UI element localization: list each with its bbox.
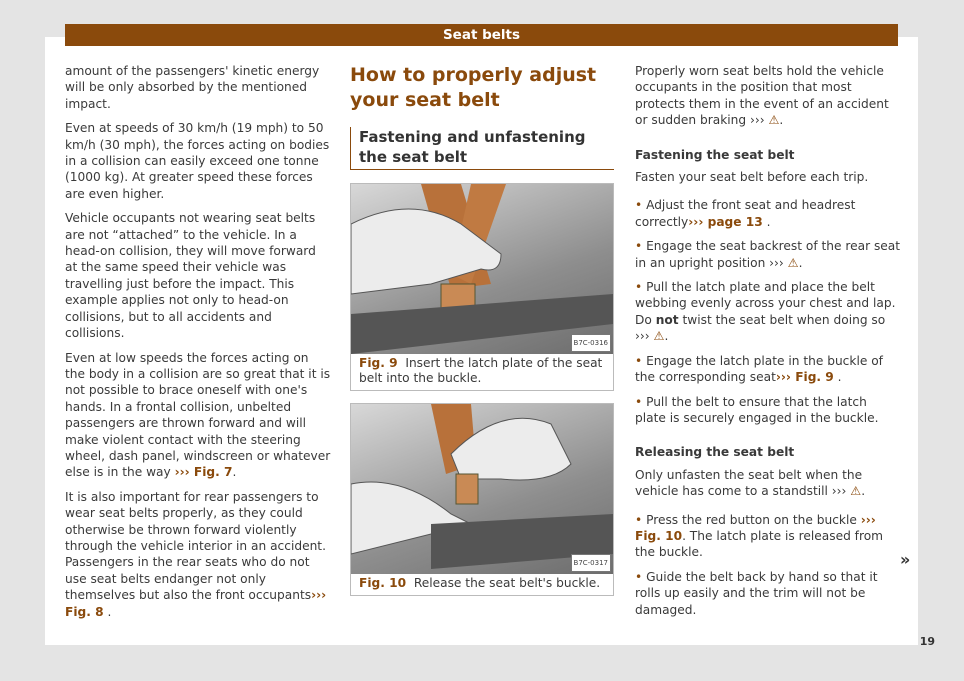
seat-belt-release-image (351, 404, 613, 574)
fastening-heading: Fastening the seat belt (635, 147, 795, 162)
column-middle (350, 63, 614, 608)
text: Engage the seat backrest of the rear seat in an upright position (635, 239, 901, 270)
bullet-icon: • (635, 353, 643, 368)
list-item (635, 394, 901, 427)
page-number: 19 (919, 635, 935, 648)
text: twist the seat belt when doing so (678, 312, 886, 327)
arrow: ››› (831, 484, 847, 499)
section-header: Seat belts (65, 24, 898, 46)
illustration (351, 184, 613, 354)
text: Properly worn seat belts hold the vehicle occupants in the position that most protects them in the event of an accident or sudden braking (635, 64, 889, 128)
paragraph: Vehicle occupants not wearing seat belts are not “attached” to the vehicle. In a head-on collision, they will move forward at the same speed their vehicle was travelling just before the impact. This example applies not only to head-on collisions, but to all accidents and collisions. (65, 211, 316, 341)
releasing-heading: Releasing the seat belt (635, 445, 795, 460)
list-item: • Engage the latch plate in the buckle of the corresponding seat››› Fig. 9 . (635, 353, 883, 385)
bullet-icon: • (635, 198, 643, 213)
list-item: • Pull the latch plate and place the belt webbing evenly across your chest and lap. Do not twist the seat belt when doing so ››› ⚠. (635, 280, 896, 344)
bullet-icon: • (635, 239, 643, 254)
paragraph: Fasten your seat belt before each trip. (635, 170, 869, 185)
text: Adjust the front seat and headrest correctly (635, 198, 856, 229)
figure-10 (350, 403, 614, 596)
text: Pull the belt to ensure that the latch plate is securely engaged in the buckle. (635, 394, 879, 425)
image-code: B7C-0317 (571, 554, 611, 572)
paragraph: Properly worn seat belts hold the vehicle occupants in the position that most protects them in the event of an accident or sudden braking ››› ⚠. (635, 64, 889, 128)
illustration (351, 404, 613, 574)
figure-label: Fig. 9 (359, 356, 398, 370)
image-code: B7C-0316 (571, 334, 611, 352)
bullet-icon: • (635, 394, 643, 409)
bullet-icon: • (635, 569, 643, 584)
text: Even at low speeds the forces acting on the body in a collision are so great that it is not possible to brace oneself with one's hands. In a frontal collision, unbelted passengers are thrown forward and will make violent contact with the steering wheel, dash panel, windscreen or whatever else is in the way (65, 350, 331, 480)
bullet-icon: • (635, 512, 643, 527)
seat-belt-insert-image (351, 184, 613, 354)
figure-9 (350, 183, 614, 391)
text: . The latch plate is released from the buckle. (635, 528, 884, 560)
section-subtitle: Fastening and unfastening the seat belt (350, 127, 614, 170)
figure-caption (351, 574, 613, 595)
paragraph: It is also important for rear passengers to wear seat belts properly, as they could otherwise be thrown forward violently through the vehicle interior in an accident. Passengers in the rear seats who do not use seat belts endanger not only themselves but also the front occupants››› Fig. 8 . (65, 489, 327, 619)
text: It is also important for rear passengers to wear seat belts properly, as they could otherwise be thrown forward violently through the vehicle interior in an accident. Passengers in the rear seats who do not use seat belts endanger not only themselves but also the front occupants (65, 489, 326, 603)
warning-icon[interactable]: ⚠ (787, 255, 799, 270)
figure-caption (351, 354, 613, 390)
figure-label: Fig. 10 (359, 576, 407, 590)
text: Pull the latch plate and place the belt webbing evenly across your chest and lap. Do (635, 280, 896, 327)
text: Only unfasten the seat belt when the vehicle has come to a standstill (635, 467, 863, 499)
list-item: • Engage the seat backrest of the rear seat in an upright position ››› ⚠. (635, 239, 901, 270)
warning-icon[interactable]: ⚠ (653, 329, 665, 344)
text: Engage the latch plate in the buckle of the corresponding seat (635, 353, 883, 385)
caption-text: Release the seat belt's buckle. (413, 576, 601, 590)
fig-8-link[interactable]: ››› Fig. 8 (65, 588, 327, 619)
list-item (635, 569, 901, 618)
text: Guide the belt back by hand so that it rolls up easily and the trim will not be damaged. (635, 569, 878, 617)
bold-text: not (655, 312, 679, 327)
paragraph: Only unfasten the seat belt when the vehicle has come to a standstill ››› ⚠. (635, 467, 866, 499)
page-13-link[interactable]: ››› page 13 (688, 214, 763, 229)
paragraph: Even at speeds of 30 km/h (19 mph) to 50 km/h (30 mph), the forces acting on bodies in a collision can easily exceed one tonne (1000 kg). At greater speed these forces are even higher. (65, 121, 330, 201)
list-item (635, 512, 901, 561)
column-left (65, 63, 331, 628)
list-item: • Adjust the front seat and headrest correctly››› page 13 . (635, 198, 856, 229)
warning-icon[interactable]: ⚠ (850, 484, 862, 499)
continued-icon: » (900, 550, 911, 569)
fig-10-link[interactable]: ››› Fig. 10 (635, 512, 876, 543)
paragraph: amount of the passengers' kinetic energy will be only absorbed by the mentioned impact. (65, 64, 320, 111)
page-title: How to properly adjust your seat belt (350, 64, 597, 111)
text: Press the red button on the buckle (646, 512, 857, 527)
column-right (635, 63, 901, 626)
arrow: ››› (749, 113, 765, 128)
bullet-icon: • (635, 280, 643, 295)
fig-9-link[interactable]: ››› Fig. 9 (775, 370, 834, 385)
arrow: ››› (635, 329, 650, 344)
paragraph: Even at low speeds the forces acting on the body in a collision are so great that it is not possible to brace oneself with one's hands. In a frontal collision, unbelted passengers are thrown forward and will make violent contact with the steering wheel, dash panel, windscreen or whatever else is in the way ››› Fig. 7. (65, 350, 331, 480)
warning-icon[interactable]: ⚠ (768, 113, 780, 128)
caption-text: Insert the latch plate of the seat belt into the buckle. (359, 356, 603, 385)
arrow: ››› (769, 255, 784, 270)
fig-7-link[interactable]: ››› Fig. 7 (174, 465, 233, 480)
